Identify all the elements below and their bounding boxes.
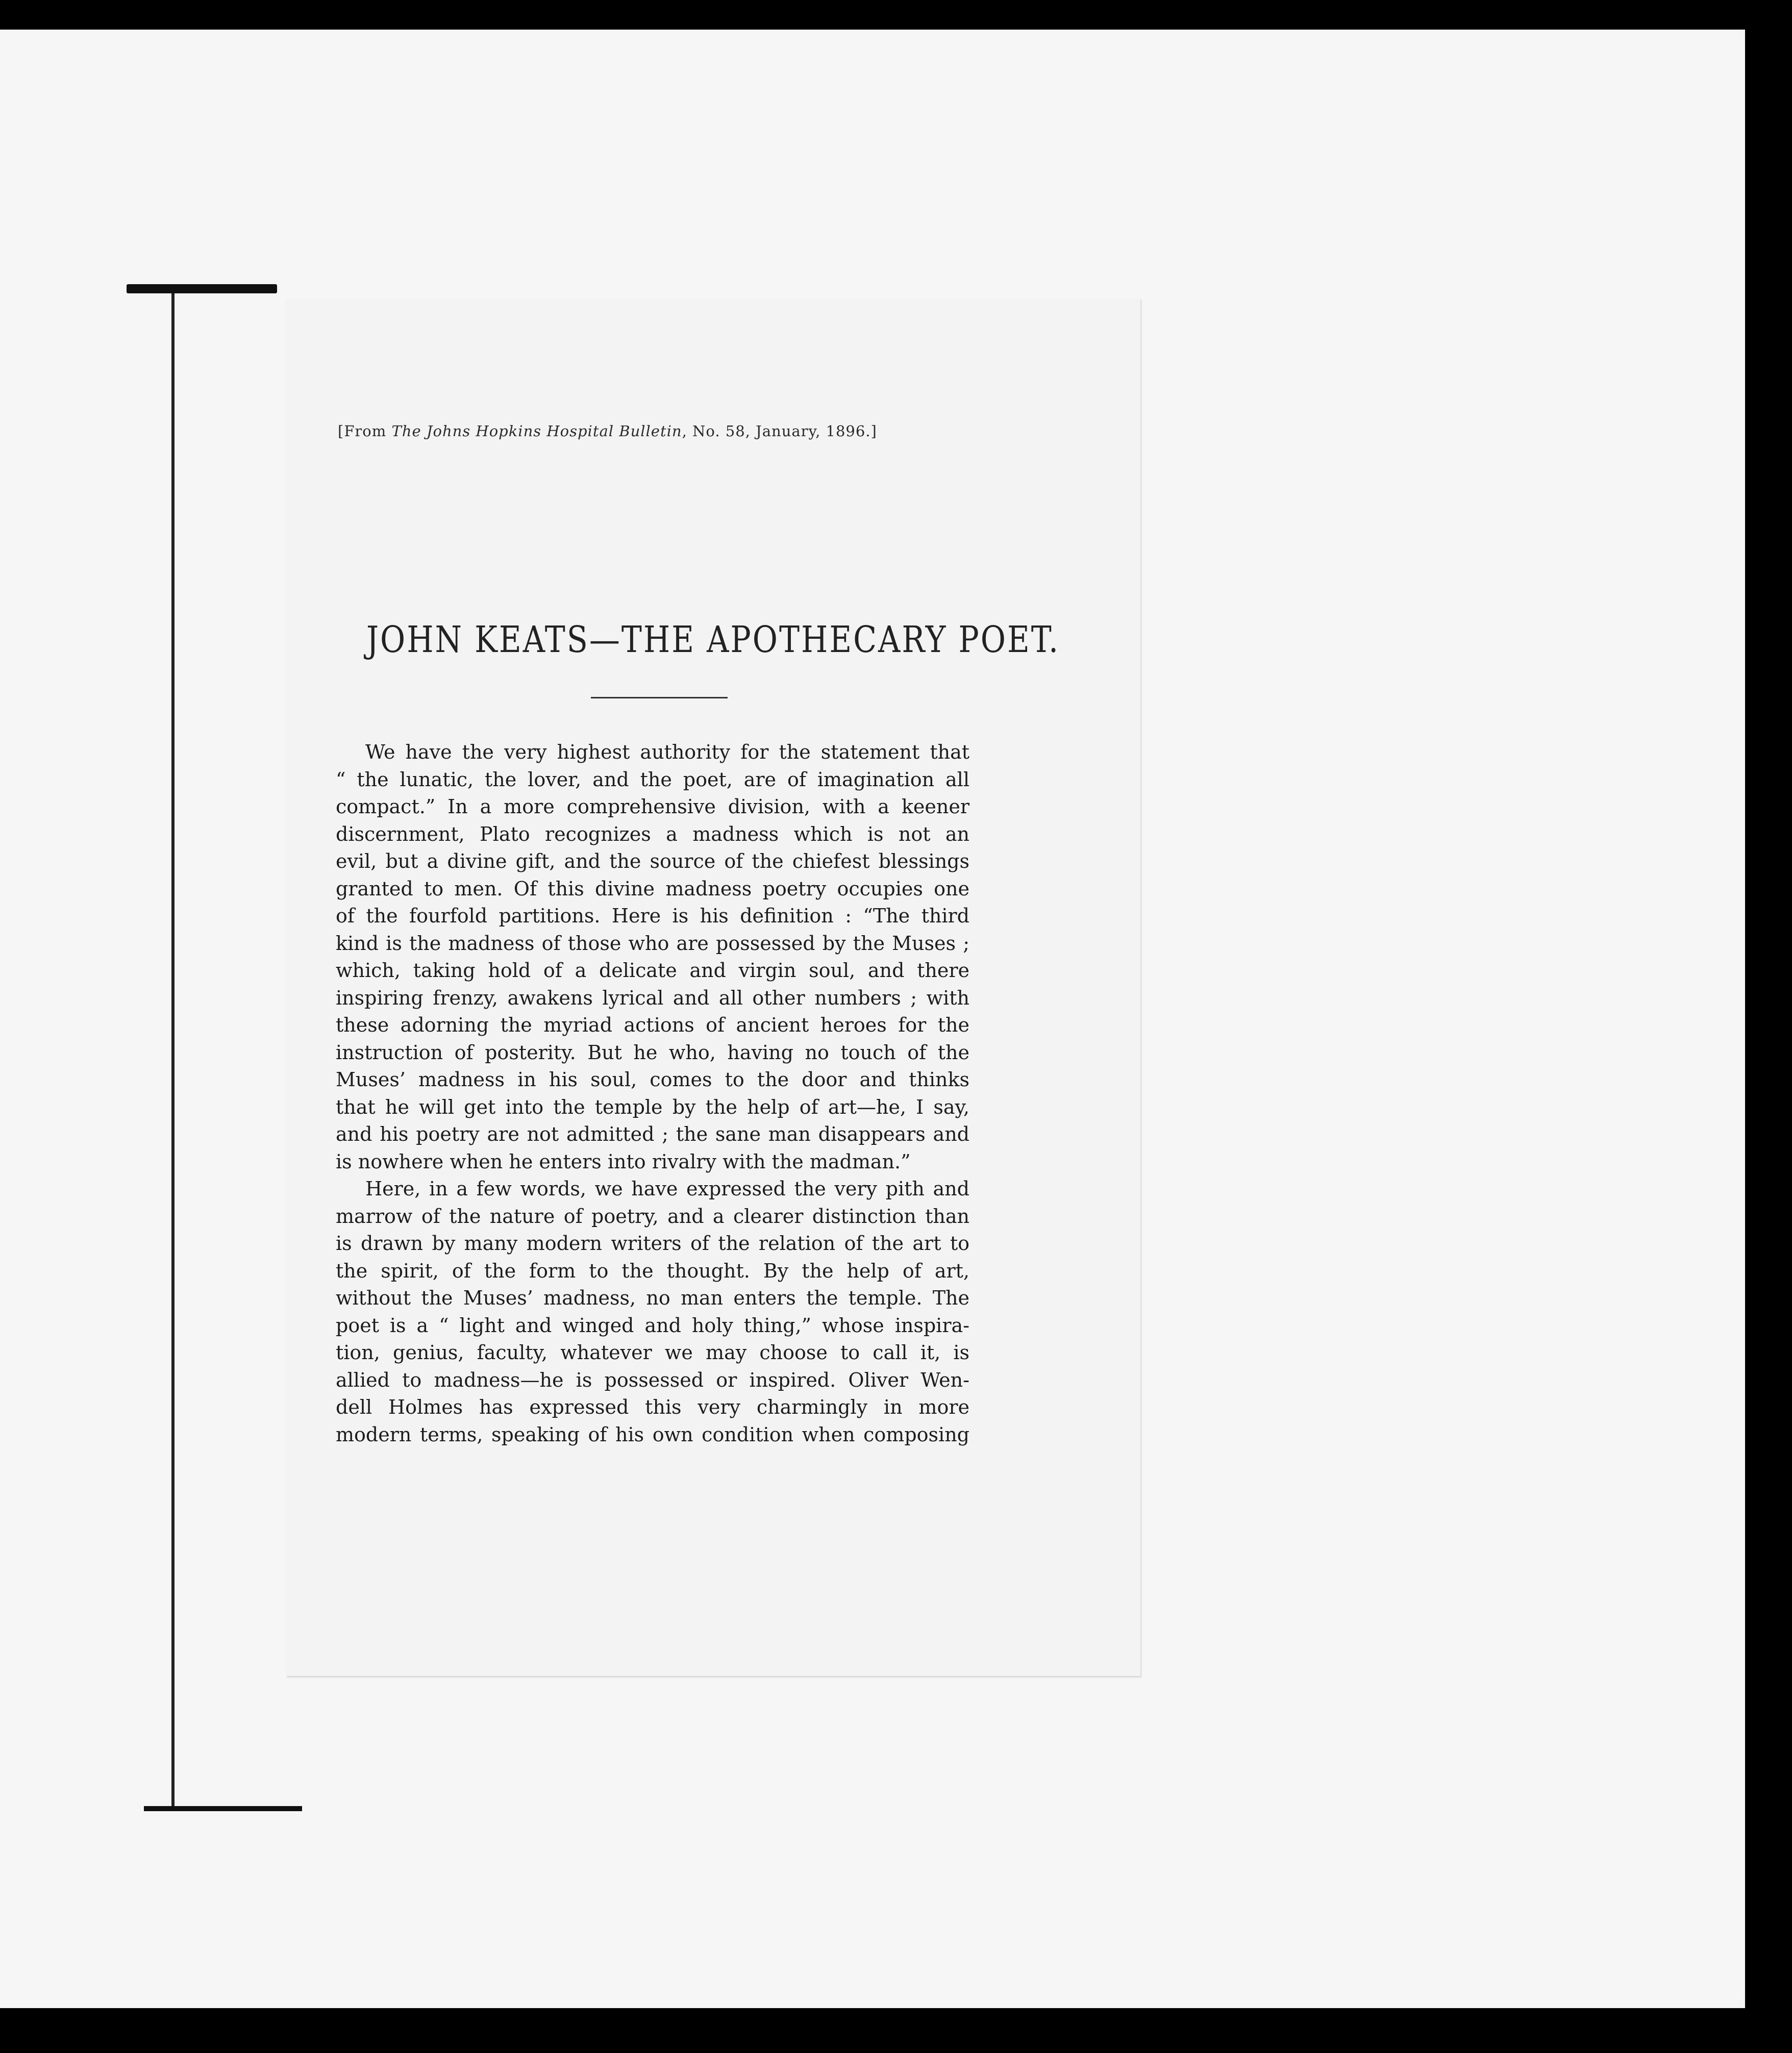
body-line: is nowhere when he enters into rivalry with the madman.” [336, 1150, 911, 1173]
body-line: poet is a “ light and winged and holy thing,” whose inspira- [336, 1314, 969, 1337]
body-line: dell Holmes has expressed this very charmingly in more [336, 1396, 969, 1418]
body-line: marrow of the nature of poetry, and a clearer distinction than [336, 1205, 969, 1228]
body-line: granted to men. Of this divine madness poetry occupies one [336, 877, 969, 900]
body-line: instruction of posterity. But he who, having no touch of the [336, 1041, 969, 1064]
body-line: kind is the madness of those who are possessed by the Muses ; [336, 932, 969, 955]
source-citation [338, 422, 1113, 440]
film-holder-bottom-bar [144, 1806, 302, 1811]
body-line: these adorning the myriad actions of ancient heroes for the [336, 1014, 969, 1036]
body-line: discernment, Plato recognizes a madness which is not an [336, 822, 969, 845]
body-line: that he will get into the temple by the help of art—he, I say, [336, 1095, 969, 1118]
scan-border-bottom [0, 2008, 1792, 2053]
body-line: is drawn by many modern writers of the relation of the art to [336, 1232, 969, 1255]
scan-border-right [1745, 0, 1792, 2053]
body-line: of the fourfold partitions. Here is his definition : “The third [336, 905, 969, 927]
body-line: the spirit, of the form to the thought. By the help of art, [336, 1259, 969, 1282]
body-line: evil, but a divine gift, and the source of the chiefest blessings [336, 850, 969, 872]
film-holder-top-bar [127, 284, 277, 293]
source-journal: The Johns Hopkins Hospital Bulletin [391, 422, 682, 440]
source-suffix: , No. 58, January, 1896.] [682, 422, 877, 440]
body-line: compact.” In a more comprehensive division, with a keener [336, 795, 969, 818]
body-line: tion, genius, faculty, whatever we may choose to call it, is [336, 1341, 969, 1364]
body-line: modern terms, speaking of his own condition when composing [336, 1423, 969, 1446]
source-prefix: [From [338, 422, 392, 440]
body-line: inspiring frenzy, awakens lyrical and all other numbers ; with [336, 986, 969, 1009]
body-line: which, taking hold of a delicate and virgin soul, and there [336, 959, 969, 982]
scan-border-top [0, 0, 1792, 30]
body-line: We have the very highest authority for the statement that [365, 741, 969, 763]
article-title: JOHN KEATS—THE APOTHECARY POET. [366, 619, 1060, 661]
title-rule [591, 697, 728, 698]
film-holder-vertical-line [171, 293, 175, 1808]
printed-page [286, 298, 1140, 1676]
body-line: and his poetry are not admitted ; the sane man disappears and [336, 1123, 969, 1145]
body-line: Here, in a few words, we have expressed the very pith and [365, 1178, 969, 1200]
body-line: without the Muses’ madness, no man enters the temple. The [336, 1287, 969, 1309]
body-line: allied to madness—he is possessed or inspired. Oliver Wen- [336, 1368, 969, 1391]
body-line: “ the lunatic, the lover, and the poet, are of imagination all [336, 768, 969, 791]
body-line: Muses’ madness in his soul, comes to the door and thinks [336, 1068, 969, 1091]
article-body [336, 739, 969, 1448]
